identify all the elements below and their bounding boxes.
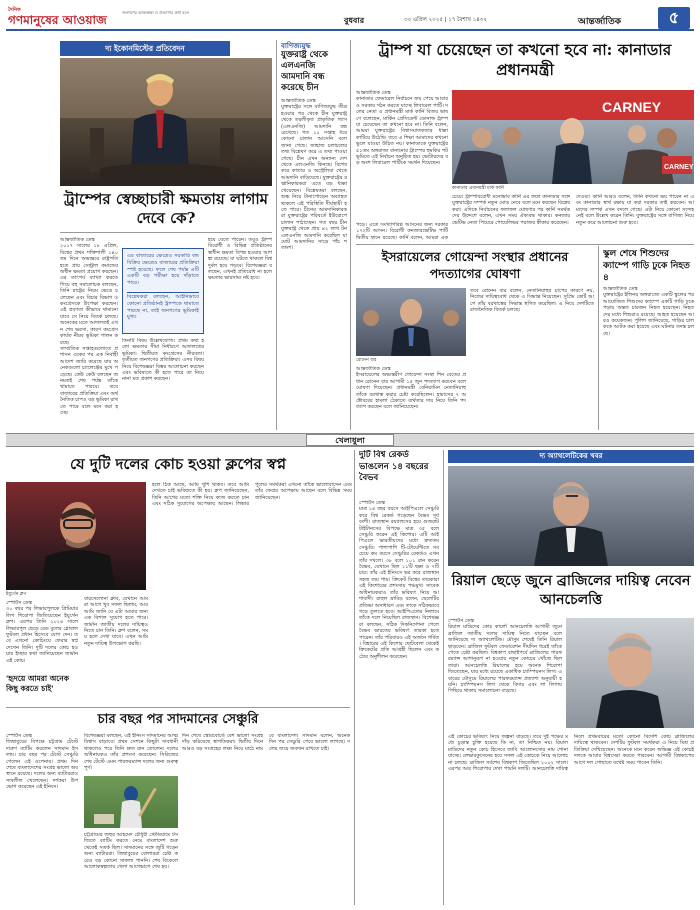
page-number: ৫ — [658, 7, 690, 29]
klopp-headline[interactable]: যে দুটি দলের কোচ হওয়া ক্লপের স্বপ্ন — [69, 455, 287, 473]
canada-headline[interactable]: ট্রাম্প যা চেয়েছেন তা কখনো হবে না: কানাডার প্রধানমন্ত্রী — [378, 40, 672, 79]
klopp-body: স্পোর্টস ডেস্ক ৩০ বছর পর লিভারপুলকে প্রিমিয়ার লিগ শিরোপা জিতিয়েছেন ইয়ুর্গেন ক্লপ। এরপর তিনি ২০২৪ সালে লিভারপুল ছেড়ে রেড বুলের গ্লোবাল ফুটবল প্রধান হিসেবে যোগ দেন। তবে এখনো কোচিংয়ে ফেরার স্বপ্ন দেখেন তিনি। দুটি দলের কোচ হওয়ার ইচ্ছার কথা জানিয়েছেন জার্মান এই কোচ। — [6, 600, 78, 664]
israel-headline[interactable]: ইসরায়েলের গোয়েন্দা সংস্থার প্রধানের পদত্যাগের ঘোষণা — [381, 249, 569, 281]
camp-body: আন্তর্জাতিক ডেস্ক যুক্তরাষ্ট্রের ইলিনয় অঙ্গরাজ্যে একটি স্কুলের পর আয়োজিত শিশুদের ক্যাম্পে একটি গাড়ি ঢুকে পড়ায় অন্তত চারজন নিহত হয়েছেন। নিহতদের মধ্যে শিশুরাও রয়েছে। আহত হয়েছেন আরও কয়েকজন। পুলিশ জানিয়েছে, গাড়ির চালককে আটক করা হয়েছে এবং ঘটনার তদন্ত চলছে। — [603, 286, 694, 337]
klopp-figure-icon — [6, 482, 146, 590]
trump-pullquote-box — [122, 248, 204, 334]
canada-photo — [452, 90, 694, 184]
record-body: স্পোর্টস ডেস্ক মাত্র ১৪ বছর বয়সে আইপিএলে সেঞ্চুরি করে বিশ্ব রেকর্ড গড়েছেন বৈভব সূর্যবংশী। রাজস্থান রয়্যালসের হয়ে গুজরাট টাইটানসের বিপক্ষে মাত্র ৩৫ বলে সেঞ্চুরি করেন এই কিশোর। এটি আইপিএলে ভারতীয়দের মধ্যে দ্রুততম সেঞ্চুরি। পাশাপাশি টি-টোয়েন্টিতে সবচেয়ে কম বয়সে সেঞ্চুরির রেকর্ডও এখন তাঁর দখলে। ৩৮ বলে ১০১ রান করেন বৈভব, যেখানে ছিল ১১টি ছক্কা ও ৭টি চার। তাঁর এই ইনিংসে ভর করে রাজস্থান সহজ জয় পায়। ক্রিকেট বিশ্বের তারকারা এই কিশোরের প্রশংসায় পঞ্চমুখ। সাবেক অধিনায়করাও তাঁর ভবিষ্যৎ নিয়ে আশাবাদী। রাহুল দ্রাবিড় বলেন, ছেলেটির প্রতিভা অসাধারণ এবং তাকে সঠিকভাবে গড়ে তুলতে হবে। আইপিএলের নিলামে তাঁকে দলে নিয়েছিল রাজস্থান। বিশেষজ্ঞরা বলছেন, সঠিক দিকনির্দেশনা পেলে বৈভব ভারতের ভবিষ্যৎ তারকা হতে পারেন। তাঁর পরিবারও এই অর্জনে গর্বিত। বিহারের এই কিশোর ছোটবেলা থেকেই ক্রিকেটের প্রতি আগ্রহী ছিলেন এবং কঠোর অনুশীলন করেছেন। — [359, 500, 439, 660]
china-headline[interactable]: যুক্তরাষ্ট্র থেকে এলএনজি আমদানি বন্ধ করেছে চীন — [281, 50, 328, 93]
ancelotti-headline[interactable]: রিয়াল ছেড়ে জুনে ব্রাজিলের দায়িত্ব নেবেন আনচেলত্তি — [451, 573, 691, 608]
sports-bar-label[interactable]: খেলাধুলা — [306, 434, 394, 446]
klopp-col2: বারসেলোনা ক্লাব, যেখানে আমরা আগে খুব সফল ছিলাম, আর আমি জানি যে এটা আমার জন্য এক বিশাল সুযোগ হতে পারে। জার্মান জাতীয় দলের দায়িত্বও নিতে চান তিনি। ক্লপ বলেন, সময় হলে দেখা যাবে। এখন আমি নতুন দায়িত্ব উপভোগ করছি। — [84, 596, 148, 647]
issue-date: ৩০ এপ্রিল ২০২৫ | ১৭ বৈশাখ ১৪৩২ — [404, 17, 487, 23]
shadman-col2: বিশেষজ্ঞরা বলছেন, এই ইনিংস সাদমানের আত্মবিশ্বাস বাড়াবে। প্রথম সেশনে কিছুটা সাবধানী থাকলেও পরে তিনি দ্রুত রান তোলেন। দলের অধিনায়কও তাঁর প্রশংসা করেছেন। সিরিজের শেষ টেস্টে এমন পারফরম্যান্স দলের জন্য গুরুত্বপূর্ণ। — [84, 733, 178, 772]
trump-pullquote-1: এর বাজারের ক্ষেত্রেও সরকারি বন্ড বিক্রির ক্ষেত্রেও বাজারের প্রতিক্রিয়া স্পষ্ট হয়েছে। ফলে শেষ পর্যন্ত এটি একটি বড় পরীক্ষা হয়ে দাঁড়াতে পারে। — [127, 253, 199, 287]
col-rule-2 — [350, 40, 351, 430]
canada-divider — [356, 244, 694, 245]
carney-crowd-icon — [452, 90, 694, 184]
ancelotti-body: স্পোর্টস ডেস্ক রিয়াল মাদ্রিদের কোচ কার্লো আনচেলত্তি আগামী জুনে ব্রাজিল জাতীয় দলের দায়িত্ব নিতে যাচ্ছেন বলে জানিয়েছে দ্য অ্যাথলেটিক। মৌসুম শেষেই তিনি রিয়াল ছাড়বেন। ব্রাজিল ফুটবল ফেডারেশন দীর্ঘদিন ধরেই তাঁকে পেতে চেষ্টা করছিল। বিশ্বকাপ বাছাইপর্বে ব্রাজিলের পারফরম্যান্স আশানুরূপ না হওয়ায় নতুন কোচের খোঁজে ছিল তারা। আনচেলত্তি রিয়ালের হয়ে অনেক শিরোপা জিতেছেন, যার মধ্যে রয়েছে একাধিক চ্যাম্পিয়নস লিগ। এবারের মৌসুমে রিয়ালের পারফরম্যান্স প্রত্যাশা অনুযায়ী হয়নি। চ্যাম্পিয়নস লিগ থেকে বিদায় এবং লা লিগায় পিছিয়ে থাকায় সমালোচনা বাড়ছে। — [448, 618, 562, 695]
svg-text:CARNEY: CARNEY — [602, 99, 662, 115]
masthead — [6, 5, 694, 31]
canada-caption: কানাডার প্রধানমন্ত্রী মার্ক কার্নি — [452, 186, 504, 191]
china-kicker: বাণিজ্যযুদ্ধ — [281, 42, 311, 50]
trump-col1: আন্তর্জাতিক ডেস্ক ২০১৭ সালের ১৮ এপ্রিল, বিশ্বের প্রথম শক্তিশালী ১৪০তম দিনে অভ্যন্তরে রাষ্ট্রপতি হতে প্রায় সেন্ট্রাল কমান্ডের অধীন ক্ষমতা প্রয়োগ করছেন। এর তাৎপর্য ব্যাখ্যা করতে গিয়ে বহু সমালোচক বলছেন, তিনি রাষ্ট্রের নিয়ম ভেঙে চলেছেন এবং বিচার বিভাগ ও কংগ্রেসকে উপেক্ষা করছেন। এই প্রবণতা কীভাবে থামানো যাবে সে নিয়ে বিতর্ক চলছে। অনেকের মতে আদালতই এখন শেষ ভরসা, কারণ কংগ্রেস কার্যত নীরব ভূমিকা পালন করছে। সাম্প্রতিক সপ্তাহগুলোতে প্রশাসন একের পর এক নির্বাহী আদেশ জারি করেছে যার অনেকগুলো চ্যালেঞ্জের মুখে পড়েছে। কেউ কেউ বলছেন জনমতই শেষ পর্যন্ত তাঁকে থামাতে পারবে। তবে বাজারের প্রতিক্রিয়া এবং অর্থনৈতিক চাপও বড় ভূমিকা রাখতে পারে বলে মনে করা হচ্ছে। — [60, 237, 118, 416]
athletic-banner: দ্য অ্যাথলেটিকের খবর — [448, 450, 694, 463]
canada-col4: দেওয়া। কার্নি আরও বলেন, তিনি কখনো ভয় পাবেন না এবং কানাডার স্বার্থ রক্ষায় যা করা দরকার তাই করবেন। আমাদের সম্পর্ক এখন বদলে গেছে। এটা নিয়ে কোনো সন্দেহ নেই বলে উল্লেখ করেন তিনি। যুক্তরাষ্ট্রের সঙ্গে বাণিজ্য নিয়ে নতুন করে আলোচনা শুরু হবে। — [576, 194, 694, 226]
svg-text:CARNEY: CARNEY — [664, 164, 694, 171]
tagline: জনগণের আকাঙ্ক্ষা ও প্রত্যাশার কথা বলে — [122, 10, 190, 15]
ancelotti-closeup-icon — [566, 618, 694, 728]
trump-col2: হয়ে যেতে পারেন। তবুও ট্রাম্পবিরোধী ও বিভিন্ন প্রতিষ্ঠানের স্বাধীন ক্ষমতা বিপন্ন হওয়ার আশঙ্কা রয়েছে। যা ঘটতে থাকলে বিশ্ব দুর্বল হয়ে পড়বে। বিশেষজ্ঞরা বলছেন, এখনই প্রতিরোধ না হলে ক্ষমতার ভারসাম্য নষ্ট হবে। — [208, 237, 272, 282]
trump-pullquote-2: বিশ্লেষকরা বলছেন, আইনিভাবে কোনো প্রতিষ্ঠানই ট্রাম্পকে থামাতে পারছে না, তাই জনগণের ভূমিকাই মুখ্য। — [127, 294, 199, 321]
ancelotti-figure-icon — [448, 466, 694, 566]
section-label: আন্তর্জাতিক — [578, 17, 621, 27]
brand-label: দৈনিক — [8, 7, 21, 13]
col-rule-3 — [598, 246, 599, 430]
col-rule-5 — [443, 450, 444, 905]
shadman-body: স্পোর্টস ডেস্ক জিম্বাবুয়ের বিপক্ষে চট্টগ্রাম টেস্টে দারুণ ব্যাটিং করলেন সাদমান ইসলাম। চার বছর পর টেস্টে সেঞ্চুরি পেলেন এই ওপেনার। প্রথম দিন শেষে বাংলাদেশের সংগ্রহ ভালো অবস্থানে রয়েছে। দলের অন্য ব্যাটাররাও সাবলীল খেলেছেন। দর্শকরা উপভোগ করেছেন এই ইনিংস। — [6, 733, 78, 791]
klopp-divider — [6, 707, 350, 708]
newspaper-name[interactable]: গণমানুষের আওয়াজ — [8, 13, 107, 27]
trump-photo — [60, 58, 272, 186]
shadman-col4: দিন শেষে স্কোরবোর্ডে বেশ ভালো সংগ্রহ দাঁড় করিয়েছে স্বাগতিকরা। দ্বিতীয় দিনে আরও বড় সংগ্রহের লক্ষ্য নিয়ে মাঠে নামবে বাংলাদেশ। সাদমান বলেন, অনেক দিন পর সেঞ্চুরি পেয়ে ভালো লাগছে। দলের জয়ে অবদান রাখতে চাই। — [182, 733, 350, 752]
israel-body2: তবে রোনেন বার বলেন, নেতানিয়াহুর চাপের কারণে নয়, নিজের দায়িত্ববোধ থেকে এ সিদ্ধান্ত নিয়েছেন। সুপ্রিম কোর্ট আগে তাঁর বরখাস্তের সিদ্ধান্ত স্থগিত করেছিল। এ নিয়ে দেশটিতে রাজনৈতিক বিতর্ক চলছে। — [470, 288, 594, 314]
israel-photo — [356, 288, 466, 356]
shadman-photo — [84, 776, 178, 828]
trump-headline[interactable]: ট্রাম্পের স্বেচ্ছাচারী ক্ষমতায় লাগাম দেবে কে? — [63, 190, 269, 227]
ronen-bar-icon — [356, 288, 466, 356]
canada-body2: পড়ে। এতে সংখ্যাগরিষ্ঠ আসনের জন্য দরকার ১৭২টি আসন। বিরোধী কনজারভেটিভ পার্টি দ্বিতীয় স্থানে রয়েছে। কার্নি বলেন, আমরা এক — [356, 222, 448, 241]
trump-divider — [60, 232, 272, 233]
col-rule-4 — [354, 450, 355, 905]
shadman-col3: চট্টগ্রামের জহুর আহমেদ চৌধুরী স্টেডিয়ামে টস জিতে ব্যাটিং করতে নেমে বাংলাদেশ শুরু থেকেই সতর্ক ছিল। সাদমানের সঙ্গে জুটি গড়েন অন্য ব্যাটাররা। জিম্বাবুয়ের বোলাররা চেষ্টা করেও বড় কোনো সাফল্য পাননি। শেষ বিকেলে আলোকস্বল্পতায় খেলা আগেভাগে শেষ হয়। — [84, 832, 178, 871]
klopp-photo — [6, 482, 146, 590]
sports-bar — [6, 433, 694, 447]
weekday: বুধবার — [344, 16, 365, 25]
cricketer-icon — [84, 776, 178, 828]
ancelotti-photo — [448, 466, 694, 566]
pullquote-divider — [127, 292, 199, 293]
ancelotti-col2: এই কোচের ভবিষ্যৎ নিয়ে জল্পনা বাড়ছে। তবে দুই পক্ষের মধ্যে চূড়ান্ত চুক্তি হয়েছে কি না, তা নিশ্চিত নয়। রিয়াল মাদ্রিদের নতুন কোচ হিসেবে জাবি আলোনসোর নাম শোনা যাচ্ছে। লেভারকুসেনের হয়ে সফল এই কোচকে নিয়ে আলোচনা চলছে। ব্রাজিল সর্বশেষ বিশ্বকাপ জিতেছিল ২০০২ সালে। এরপর আর শিরোপার দেখা পায়নি দলটি। আনচেলত্তি দায়িত্ব নিলে প্রথমবারের মতো কোনো বিদেশি কোচ ব্রাজিলের দায়িত্বে থাকবেন। দেশটির ফুটবল সমর্থকরা এ নিয়ে মিশ্র প্রতিক্রিয়া দেখিয়েছেন। অনেকে মনে করেন অভিজ্ঞ এই কোচই দলকে আবার বিশ্বসেরা করতে পারবেন। আগামী বিশ্বকাপের আগে দল গোছাতে যথেষ্ট সময় পাবেন তিনি। — [448, 734, 694, 773]
trump-figure-icon — [60, 58, 272, 186]
klopp-col3: হলে ঠিক আছে, আমি খুশি থাকব। তবে আমি দেখতে চাই ভবিষ্যতে কী হয়। ক্লপ জানিয়েছেন, তিনি আগের মতো শক্তি নিয়ে কাজ করতে চান এবং সঠিক সুযোগের অপেক্ষায় আছেন। লিভারপুলের সমর্থকরা এখনো তাঁকে ভালোবাসেন এবং তাঁর ফেরার অপেক্ষায় আছেন বলে বিভিন্ন সময় জানিয়েছেন। — [152, 482, 352, 508]
israel-body: আন্তর্জাতিক ডেস্ক ইসরায়েলের অভ্যন্তরীণ গোয়েন্দা সংস্থা শিন বেতের প্রধান রোনেন বার আগামী ১৫ জুন পদত্যাগ করবেন বলে ঘোষণা দিয়েছেন। প্রধানমন্ত্রী বেনিয়ামিন নেতানিয়াহু তাঁকে বরখাস্ত করার চেষ্টা করেছিলেন। হামাসের ৭ অক্টোবরের হামলা ঠেকাতে ব্যর্থতার দায় নিয়ে তিনি পদত্যাগ করছেন বলে জানিয়েছেন। — [356, 366, 466, 411]
klopp-quote: 'হৃদয়ে আমরা অনেক কিছু করতে চাই' — [6, 674, 69, 693]
klopp-caption: ইয়ুর্গেন ক্লপ — [6, 592, 27, 597]
canada-body: আন্তর্জাতিক ডেস্ক কানাডার ফেডারেল নির্বাচনে জয় পেয়ে আবারও সরকার গঠন করতে যাচ্ছে লিবারেল পার্টি। দলের নেতা ও প্রধানমন্ত্রী মার্ক কার্নি বিজয় ভাষণে বলেছেন, মার্কিন প্রেসিডেন্ট ডোনাল্ড ট্রাম্প যা চেয়েছেন তা কখনো হবে না। তিনি বলেন, আমরা যুক্তরাষ্ট্রের বিশ্বাসঘাতকতার ধাক্কা কাটিয়ে উঠেছি। তবে এ শিক্ষা আমাদের কখনো ভুলে যাওয়া উচিত নয়। কানাডাকে যুক্তরাষ্ট্রের ৫১তম অঙ্গরাজ্য বানানোর ট্রাম্পের হুমকির পটভূমিতে এই নির্বাচন অনুষ্ঠিত হয়। ভোটারদের বড় অংশ লিবারেল পার্টিকে সমর্থন দিয়েছেন। — [356, 90, 448, 167]
economist-banner: দ্য ইকোনমিস্টের প্রতিবেদন — [60, 41, 230, 56]
canada-col3: চেয়ে। ট্রাম্পবিরোধী মনোভাব কার্নি এর ফলে কানাডার সঙ্গে যুক্তরাষ্ট্রের সম্পর্ক নতুন মোড় নেবে বলে মনে করছেন বিশ্লেষকরা। এদিকে নির্বাচনের ফলাফল ঘোষণার পর কার্নি সমর্থকদের উদ্দেশে বলেন, এখন সময় ঐক্যবদ্ধ থাকার। কনজারভেটিভ নেতা পিয়েরে পোয়েলিভর পরাজয় স্বীকার করেছেন। — [452, 194, 570, 226]
ancelotti-inset-photo — [566, 618, 694, 728]
china-body: আন্তর্জাতিক ডেস্ক যুক্তরাষ্ট্রের সঙ্গে বাণিজ্যযুদ্ধ তীব্র হওয়ার পর থেকে চীন যুক্তরাষ্ট্র থেকে তরলীকৃত প্রাকৃতিক গ্যাস (এলএনজি) আমদানি বন্ধ রেখেছে। গত ১০ সপ্তাহ ধরে কোনো চালান আসেনি বলে জানা গেছে। জাহাজ চলাচলের তথ্য বিশ্লেষণ করে এ তথ্য পাওয়া গেছে। চীন এখন অন্যান্য দেশ থেকে এলএনজি কিনছে। বিশেষ করে কাতার ও অস্ট্রেলিয়া থেকে আমদানি বাড়িয়েছে। যুক্তরাষ্ট্রের রপ্তানিকারকরা এতে বড় ধাক্কা খেয়েছেন। বিশ্লেষকরা বলছেন, শুল্ক নিয়ে টানাপোড়েন অব্যাহত থাকলে এই পরিস্থিতি দীর্ঘস্থায়ী হতে পারে। চীনের আমদানিকারকরা যুক্তরাষ্ট্রের পরিবর্তে ইউরোপে চালান পাঠাচ্ছেন। গত বছর চীন যুক্তরাষ্ট্র থেকে প্রায় ৪২ লাখ টন এলএনজি আমদানি করেছিল যা মোট আমদানির সাড়ে পাঁচ শতাংশ। — [281, 98, 347, 252]
shadman-headline[interactable]: চার বছর পর সাদমানের সেঞ্চুরি — [97, 712, 259, 727]
camp-headline[interactable]: স্কুল শেষে শিশুদের ক্যাম্পে গাড়ি ঢুকে নিহত ৪ — [603, 249, 690, 283]
israel-caption: রোনেন বার — [356, 358, 377, 363]
record-headline[interactable]: দুটি বিশ্ব রেকর্ড ভাঙলেন ১৪ বছরের বৈভব — [359, 450, 429, 483]
col-rule-1 — [276, 40, 277, 430]
trump-bottom-text: তিনটি বিষয় উল্লেখযোগ্য। প্রথম কথা হলো ক্ষমতার সীমা নির্ধারণে আদালতের ভূমিকা। দ্বিতীয়ত কংগ্রেসের নীরবতা। তৃতীয়ত জনগণের প্রতিক্রিয়া। এসব বিষয় নিয়ে বিশেষজ্ঞরা বিস্তর আলোচনা করছেন এবং ভবিষ্যতে কী হতে পারে তা নিয়ে নানা মত প্রকাশ করছেন। — [122, 338, 204, 383]
